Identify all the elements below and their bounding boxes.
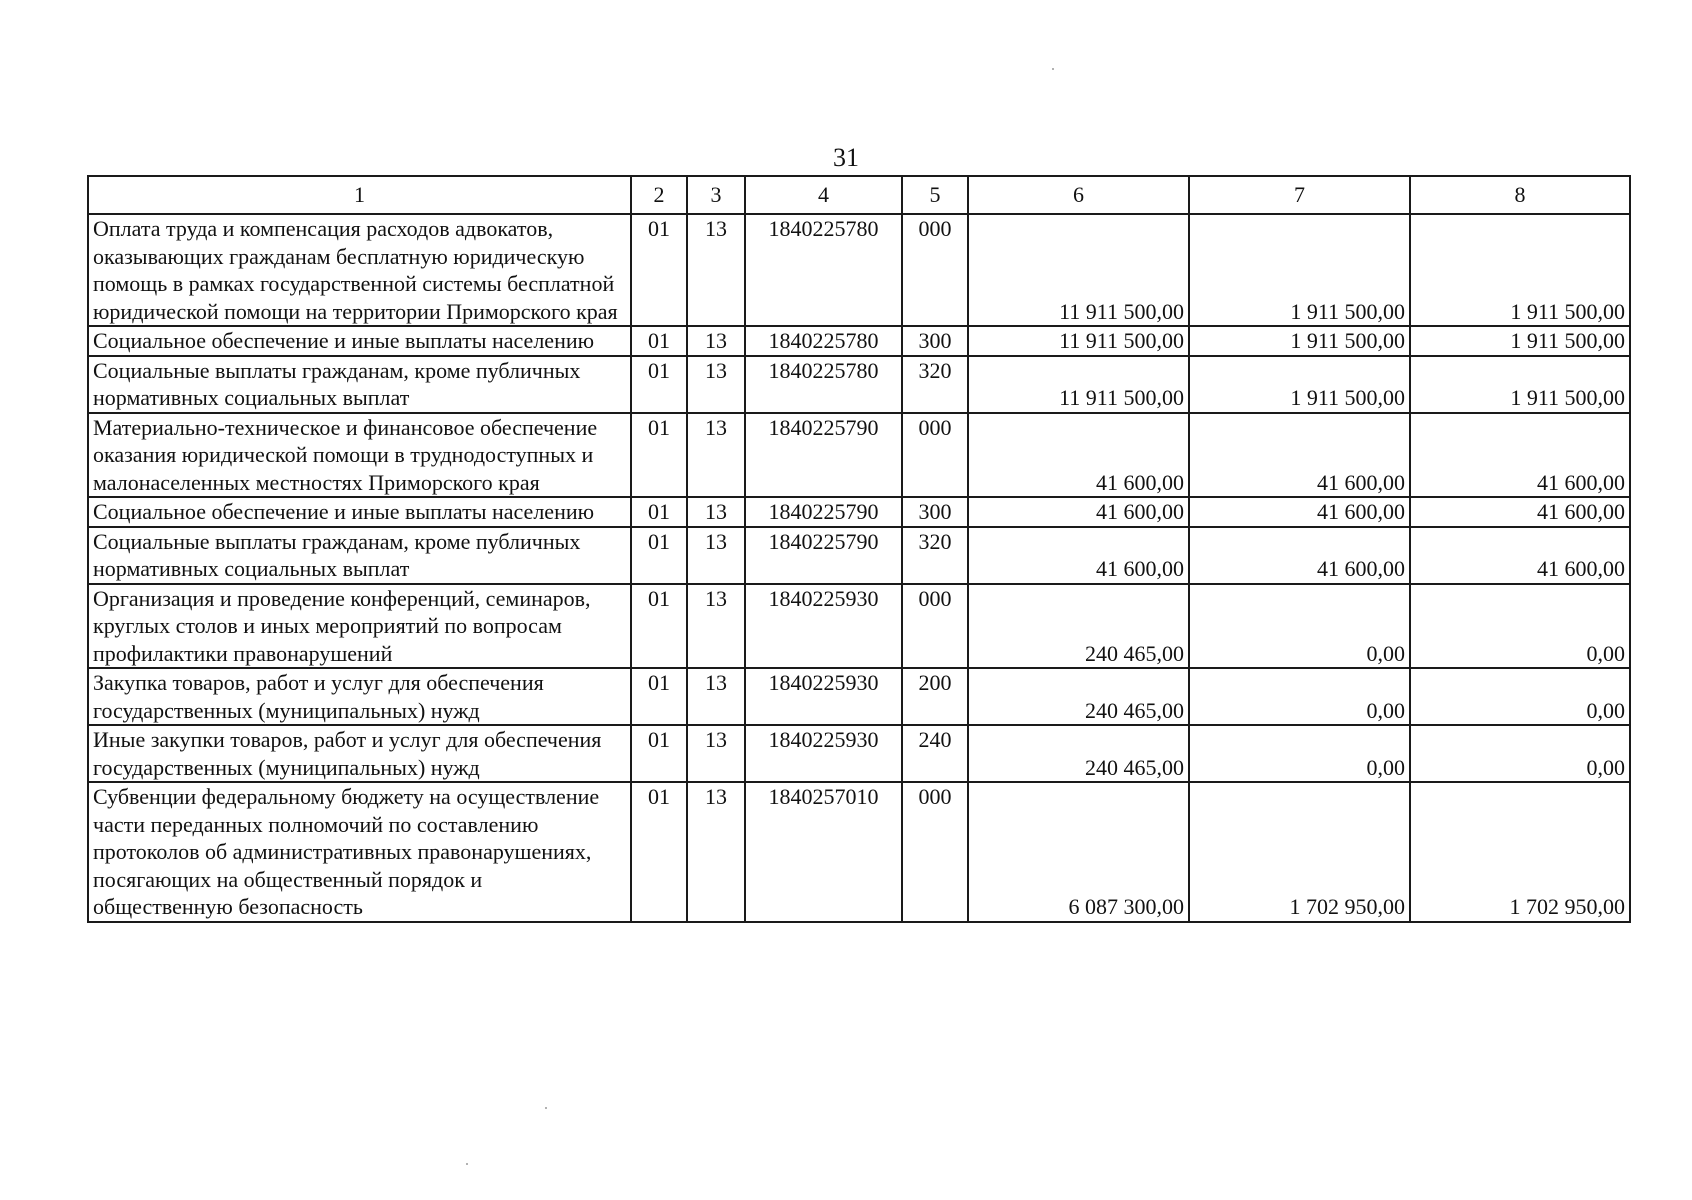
table-row xyxy=(88,413,1630,498)
row-name: Материально-техническое и финансовое обеспечение оказания юридической помощи в труднодоступных и малонаселенных местностях Приморского края xyxy=(88,413,631,498)
row-name: Социальные выплаты гражданам, кроме публичных нормативных социальных выплат xyxy=(88,527,631,584)
section-code: 01 xyxy=(631,497,687,527)
table-row xyxy=(88,326,1630,356)
target-article-code: 1840225930 xyxy=(745,668,902,725)
row-name: Закупка товаров, работ и услуг для обеспечения государственных (муниципальных) нужд xyxy=(88,668,631,725)
amount-col-6: 11 911 500,00 xyxy=(968,356,1189,413)
amount-col-7: 0,00 xyxy=(1189,725,1410,782)
table-row xyxy=(88,356,1630,413)
column-header-6: 6 xyxy=(968,176,1189,214)
row-name: Социальное обеспечение и иные выплаты населению xyxy=(88,326,631,356)
subsection-code: 13 xyxy=(687,725,745,782)
scan-speck xyxy=(1052,68,1054,70)
amount-col-6: 41 600,00 xyxy=(968,497,1189,527)
target-article-code: 1840257010 xyxy=(745,782,902,922)
amount-col-8: 1 702 950,00 xyxy=(1410,782,1630,922)
row-name: Субвенции федеральному бюджету на осуществление части переданных полномочий по составлению протоколов об административных правонарушениях, посягающих на общественный порядок и общественную безопасность xyxy=(88,782,631,922)
expense-type-code: 300 xyxy=(902,326,968,356)
subsection-code: 13 xyxy=(687,527,745,584)
column-header-3: 3 xyxy=(687,176,745,214)
subsection-code: 13 xyxy=(687,214,745,326)
amount-col-8: 0,00 xyxy=(1410,725,1630,782)
amount-col-6: 240 465,00 xyxy=(968,725,1189,782)
subsection-code: 13 xyxy=(687,356,745,413)
scan-speck xyxy=(545,1107,547,1109)
target-article-code: 1840225790 xyxy=(745,413,902,498)
amount-col-7: 0,00 xyxy=(1189,584,1410,669)
target-article-code: 1840225780 xyxy=(745,326,902,356)
amount-col-7: 41 600,00 xyxy=(1189,527,1410,584)
column-header-8: 8 xyxy=(1410,176,1630,214)
section-code: 01 xyxy=(631,668,687,725)
section-code: 01 xyxy=(631,584,687,669)
section-code: 01 xyxy=(631,413,687,498)
amount-col-7: 1 702 950,00 xyxy=(1189,782,1410,922)
expense-type-code: 200 xyxy=(902,668,968,725)
row-name: Оплата труда и компенсация расходов адвокатов, оказывающих гражданам бесплатную юридическую помощь в рамках государственной системы бесплатной юридической помощи на территории Приморского края xyxy=(88,214,631,326)
table-row xyxy=(88,584,1630,669)
column-header-2: 2 xyxy=(631,176,687,214)
target-article-code: 1840225930 xyxy=(745,725,902,782)
page-number: 31 xyxy=(833,143,859,172)
section-code: 01 xyxy=(631,725,687,782)
row-name: Социальные выплаты гражданам, кроме публичных нормативных социальных выплат xyxy=(88,356,631,413)
column-header-4: 4 xyxy=(745,176,902,214)
target-article-code: 1840225790 xyxy=(745,497,902,527)
column-header-1: 1 xyxy=(88,176,631,214)
table-row xyxy=(88,782,1630,922)
expense-type-code: 320 xyxy=(902,527,968,584)
amount-col-8: 41 600,00 xyxy=(1410,497,1630,527)
section-code: 01 xyxy=(631,326,687,356)
expense-type-code: 000 xyxy=(902,214,968,326)
amount-col-6: 11 911 500,00 xyxy=(968,326,1189,356)
amount-col-7: 0,00 xyxy=(1189,668,1410,725)
target-article-code: 1840225780 xyxy=(745,356,902,413)
row-name: Иные закупки товаров, работ и услуг для обеспечения государственных (муниципальных) нужд xyxy=(88,725,631,782)
section-code: 01 xyxy=(631,527,687,584)
amount-col-6: 240 465,00 xyxy=(968,668,1189,725)
row-name: Организация и проведение конференций, семинаров, круглых столов и иных мероприятий по вопросам профилактики правонарушений xyxy=(88,584,631,669)
scan-speck xyxy=(466,1163,468,1165)
section-code: 01 xyxy=(631,214,687,326)
amount-col-8: 1 911 500,00 xyxy=(1410,326,1630,356)
target-article-code: 1840225790 xyxy=(745,527,902,584)
amount-col-7: 41 600,00 xyxy=(1189,497,1410,527)
expense-type-code: 320 xyxy=(902,356,968,413)
amount-col-8: 41 600,00 xyxy=(1410,413,1630,498)
subsection-code: 13 xyxy=(687,497,745,527)
column-header-5: 5 xyxy=(902,176,968,214)
section-code: 01 xyxy=(631,782,687,922)
subsection-code: 13 xyxy=(687,668,745,725)
table-row xyxy=(88,668,1630,725)
table-header-row xyxy=(88,176,1630,214)
amount-col-7: 1 911 500,00 xyxy=(1189,214,1410,326)
table-row xyxy=(88,497,1630,527)
amount-col-8: 1 911 500,00 xyxy=(1410,356,1630,413)
amount-col-6: 6 087 300,00 xyxy=(968,782,1189,922)
section-code: 01 xyxy=(631,356,687,413)
expense-type-code: 000 xyxy=(902,584,968,669)
expense-type-code: 000 xyxy=(902,413,968,498)
amount-col-7: 1 911 500,00 xyxy=(1189,326,1410,356)
target-article-code: 1840225780 xyxy=(745,214,902,326)
target-article-code: 1840225930 xyxy=(745,584,902,669)
amount-col-6: 41 600,00 xyxy=(968,527,1189,584)
table-row xyxy=(88,725,1630,782)
expense-type-code: 000 xyxy=(902,782,968,922)
subsection-code: 13 xyxy=(687,782,745,922)
amount-col-6: 240 465,00 xyxy=(968,584,1189,669)
amount-col-6: 41 600,00 xyxy=(968,413,1189,498)
amount-col-7: 41 600,00 xyxy=(1189,413,1410,498)
amount-col-8: 0,00 xyxy=(1410,584,1630,669)
expense-type-code: 240 xyxy=(902,725,968,782)
subsection-code: 13 xyxy=(687,413,745,498)
amount-col-6: 11 911 500,00 xyxy=(968,214,1189,326)
table-row xyxy=(88,214,1630,326)
column-header-7: 7 xyxy=(1189,176,1410,214)
subsection-code: 13 xyxy=(687,584,745,669)
subsection-code: 13 xyxy=(687,326,745,356)
amount-col-7: 1 911 500,00 xyxy=(1189,356,1410,413)
table-row xyxy=(88,527,1630,584)
amount-col-8: 1 911 500,00 xyxy=(1410,214,1630,326)
expense-type-code: 300 xyxy=(902,497,968,527)
budget-table xyxy=(87,175,1631,923)
row-name: Социальное обеспечение и иные выплаты населению xyxy=(88,497,631,527)
amount-col-8: 0,00 xyxy=(1410,668,1630,725)
amount-col-8: 41 600,00 xyxy=(1410,527,1630,584)
